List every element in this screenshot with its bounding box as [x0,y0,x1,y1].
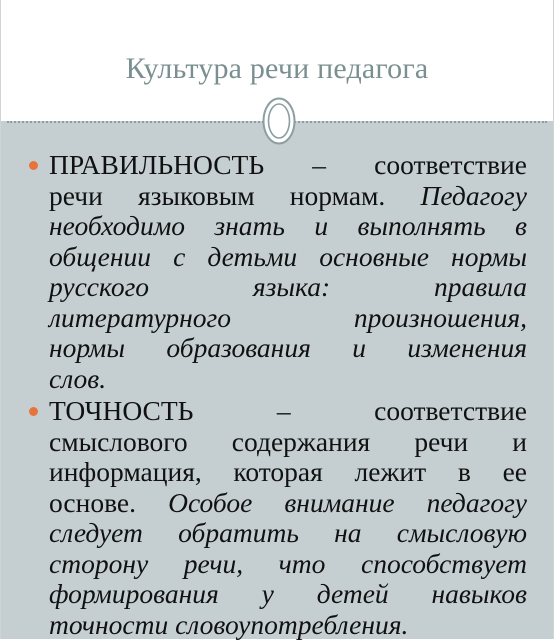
oval-ornament-icon [262,97,296,145]
text-line [49,427,527,458]
text-line [49,272,527,303]
text-line [49,610,527,641]
text-run-italic: русского языка: правила [49,271,527,302]
text-run-italic: слов. [49,362,107,394]
slide-title: Культура речи педагога [125,52,429,85]
list-item [29,150,527,394]
list-item [29,396,527,640]
text-run-italic: формирования у детей навыков [49,578,527,609]
text-run-italic: следует обратить на смысловую [49,517,527,548]
text-line [49,396,527,427]
text-run: смыслового содержания речи и [49,425,527,457]
text-run-italic: точности словоупотребления. [49,608,409,640]
text-run: речи языковым нормам. [49,179,421,211]
text-line [49,549,527,580]
text-line [49,333,527,364]
text-line [49,457,527,488]
text-run-italic: сторону речи, что способствует [49,547,527,579]
text-run-italic: общении с детьми основные нормы [49,240,527,272]
text-run-italic: Педагогу [420,179,527,211]
bullet-icon [29,161,38,170]
text-line [49,150,527,181]
text-line [49,579,527,610]
text-line [49,303,527,334]
text-line [49,242,527,273]
text-line [49,518,527,549]
text-run-italic: нормы образования и изменения [49,332,527,363]
text-run-italic: литературного произношения, [49,301,527,333]
text-line [49,488,527,519]
text-run-italic: необходимо знать и выполнять в [49,210,527,241]
text-run: основе. [49,486,169,518]
text-run: ТОЧНОСТЬ – соответствие [49,395,527,426]
bullet-icon [29,407,38,416]
bullet-list [29,150,527,642]
text-run: ПРАВИЛЬНОСТЬ – соответствие [49,149,527,180]
text-line [49,211,527,242]
text-run: информация, которая лежит в ее [49,456,527,487]
text-line [49,364,527,395]
text-run-italic: Особое внимание педагогу [168,486,528,518]
text-line [49,181,527,212]
